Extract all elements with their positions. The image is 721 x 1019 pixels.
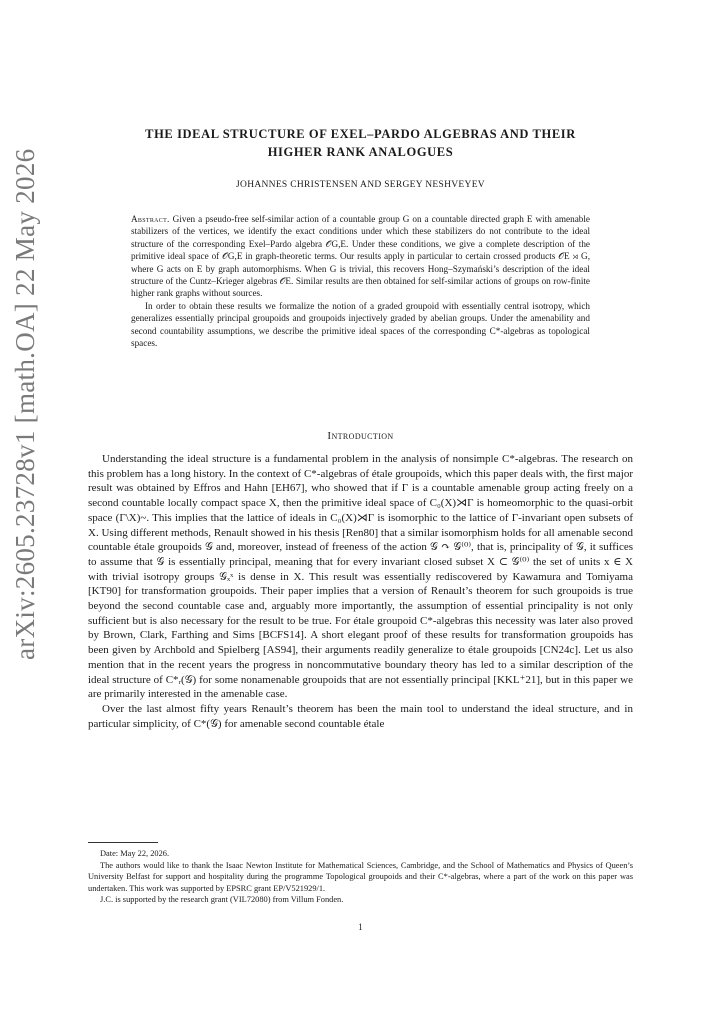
paper-authors: JOHANNES CHRISTENSEN AND SERGEY NESHVEYEV [236,180,485,190]
paper-title [88,125,633,161]
footnote-divider [88,842,158,843]
introduction-body [88,452,633,731]
footnote-acknowledgement: The authors would like to thank the Isaac Newton Institute for Mathematical Sciences, Cambridge, and the School of Mathematics and Physics of Queen’s University Belfast for support and hospitality during the programme Topological groupoids and their C*-algebras, where a part of the work on this paper was undertaken. This work was supported by EPSRC grant EP/V521929/1. [88,860,633,893]
body-paragraph-2: Over the last almost fifty years Renault’s theorem has been the main tool to understand the ideal structure, and in particular simplicity, of C*(𝒢) for amenable second countable étale [88,702,633,730]
arxiv-identifier-stamp: arXiv:2605.23728v1 [math.OA] 22 May 2026 [10,148,40,660]
section-heading-introduction: Introduction [327,430,394,442]
body-paragraph-1: Understanding the ideal structure is a fundamental problem in the analysis of nonsimple C*-algebras. The research on this problem has a long history. In the context of C*-algebras of étale groupoids, which this paper deals with, the first major result was obtained by Effros and Hahn [EH67], who showed that if Γ is a countable amenable group acting freely on a second countable locally compact space X, then the primitive ideal space of C₀(X)⋊Γ is homeomorphic to the quasi-orbit space (Γ\X)~. This implies that the lattice of ideals in C₀(X)⋊Γ is isomorphic to the lattice of Γ-invariant open subsets of X. Using different methods, Renault showed in his thesis [Ren80] that a similar isomorphism holds for all amenable second countable étale groupoids 𝒢 and, moreover, instead of freeness of the action 𝒢 ↷ 𝒢⁽⁰⁾, that is, principality of 𝒢, it suffices to assume that 𝒢 is essentially principal, meaning that for every invariant closed subset X ⊂ 𝒢⁽⁰⁾ the set of units x ∈ X with trivial isotropy groups 𝒢ₓˣ is dense in X. This result was essentially rediscovered by Kawamura and Tomiyama [KT90] for transformation groupoids. Their paper implies that a version of Renault’s theorem for such groupoids is true beyond the second countable case and, arguably more importantly, the assumption of essential principality is not only sufficient but is also necessary for the result to be true. For étale groupoid C*-algebras this necessity was later also proved by Brown, Clark, Farthing and Sims [BCFS14]. A short elegant proof of these results for transformation groupoids has been given by Archbold and Spielberg [AS94], their arguments readily generalize to étale groupoids [CN24c]. Let us also mention that in the recent years the progress in noncommutative boundary theory has led to a similar description of the ideal structure of C*ᵣ(𝒢) for some nonamenable groupoids that are not essentially principal [KKL⁺21], but in this paper we are primarily interested in the amenable case. [88,453,633,701]
abstract-label: Abstract. [131,214,170,224]
abstract [131,213,590,349]
footnotes [88,848,633,906]
paper-title-line-2: HIGHER RANK ANALOGUES [267,145,454,159]
page-number: 1 [358,922,363,932]
paper-title-line-1: THE IDEAL STRUCTURE OF EXEL–PARDO ALGEBRAS AND THEIR [145,127,576,141]
footnote-date: Date: May 22, 2026. [100,849,170,858]
abstract-paragraph-2: In order to obtain these results we formalize the notion of a graded groupoid with essentially central isotropy, which generalizes essentially principal groupoids and groupoids injectively graded by abelian groups. Under the amenability and second countability assumptions, we describe the primitive ideal spaces of the corresponding C*-algebras as topological spaces. [131,300,590,349]
abstract-paragraph-1 [131,213,590,300]
footnote-grant: J.C. is supported by the research grant (VIL72080) from Villum Fonden. [100,895,344,905]
abstract-text-1: Given a pseudo-free self-similar action of a countable group G on a countable directed graph E with amenable stabilizers of the vertices, we identify the exact conditions under which these stabilizers do not contribute to the ideal structure of the corresponding Exel–Pardo algebra 𝒪G,E. Under these conditions, we give a complete description of the primitive ideal space of 𝒪G,E in graph-theoretic terms. Our results apply in particular to certain crossed products 𝒪E ⋊ G, where G acts on E by graph automorphisms. When G is trivial, this recovers Hong–Szymański’s description of the ideal structure of the Cuntz–Krieger algebras 𝒪E. Similar results are then obtained for self-similar actions of groups on row-finite higher rank graphs without sources. [131,214,591,299]
